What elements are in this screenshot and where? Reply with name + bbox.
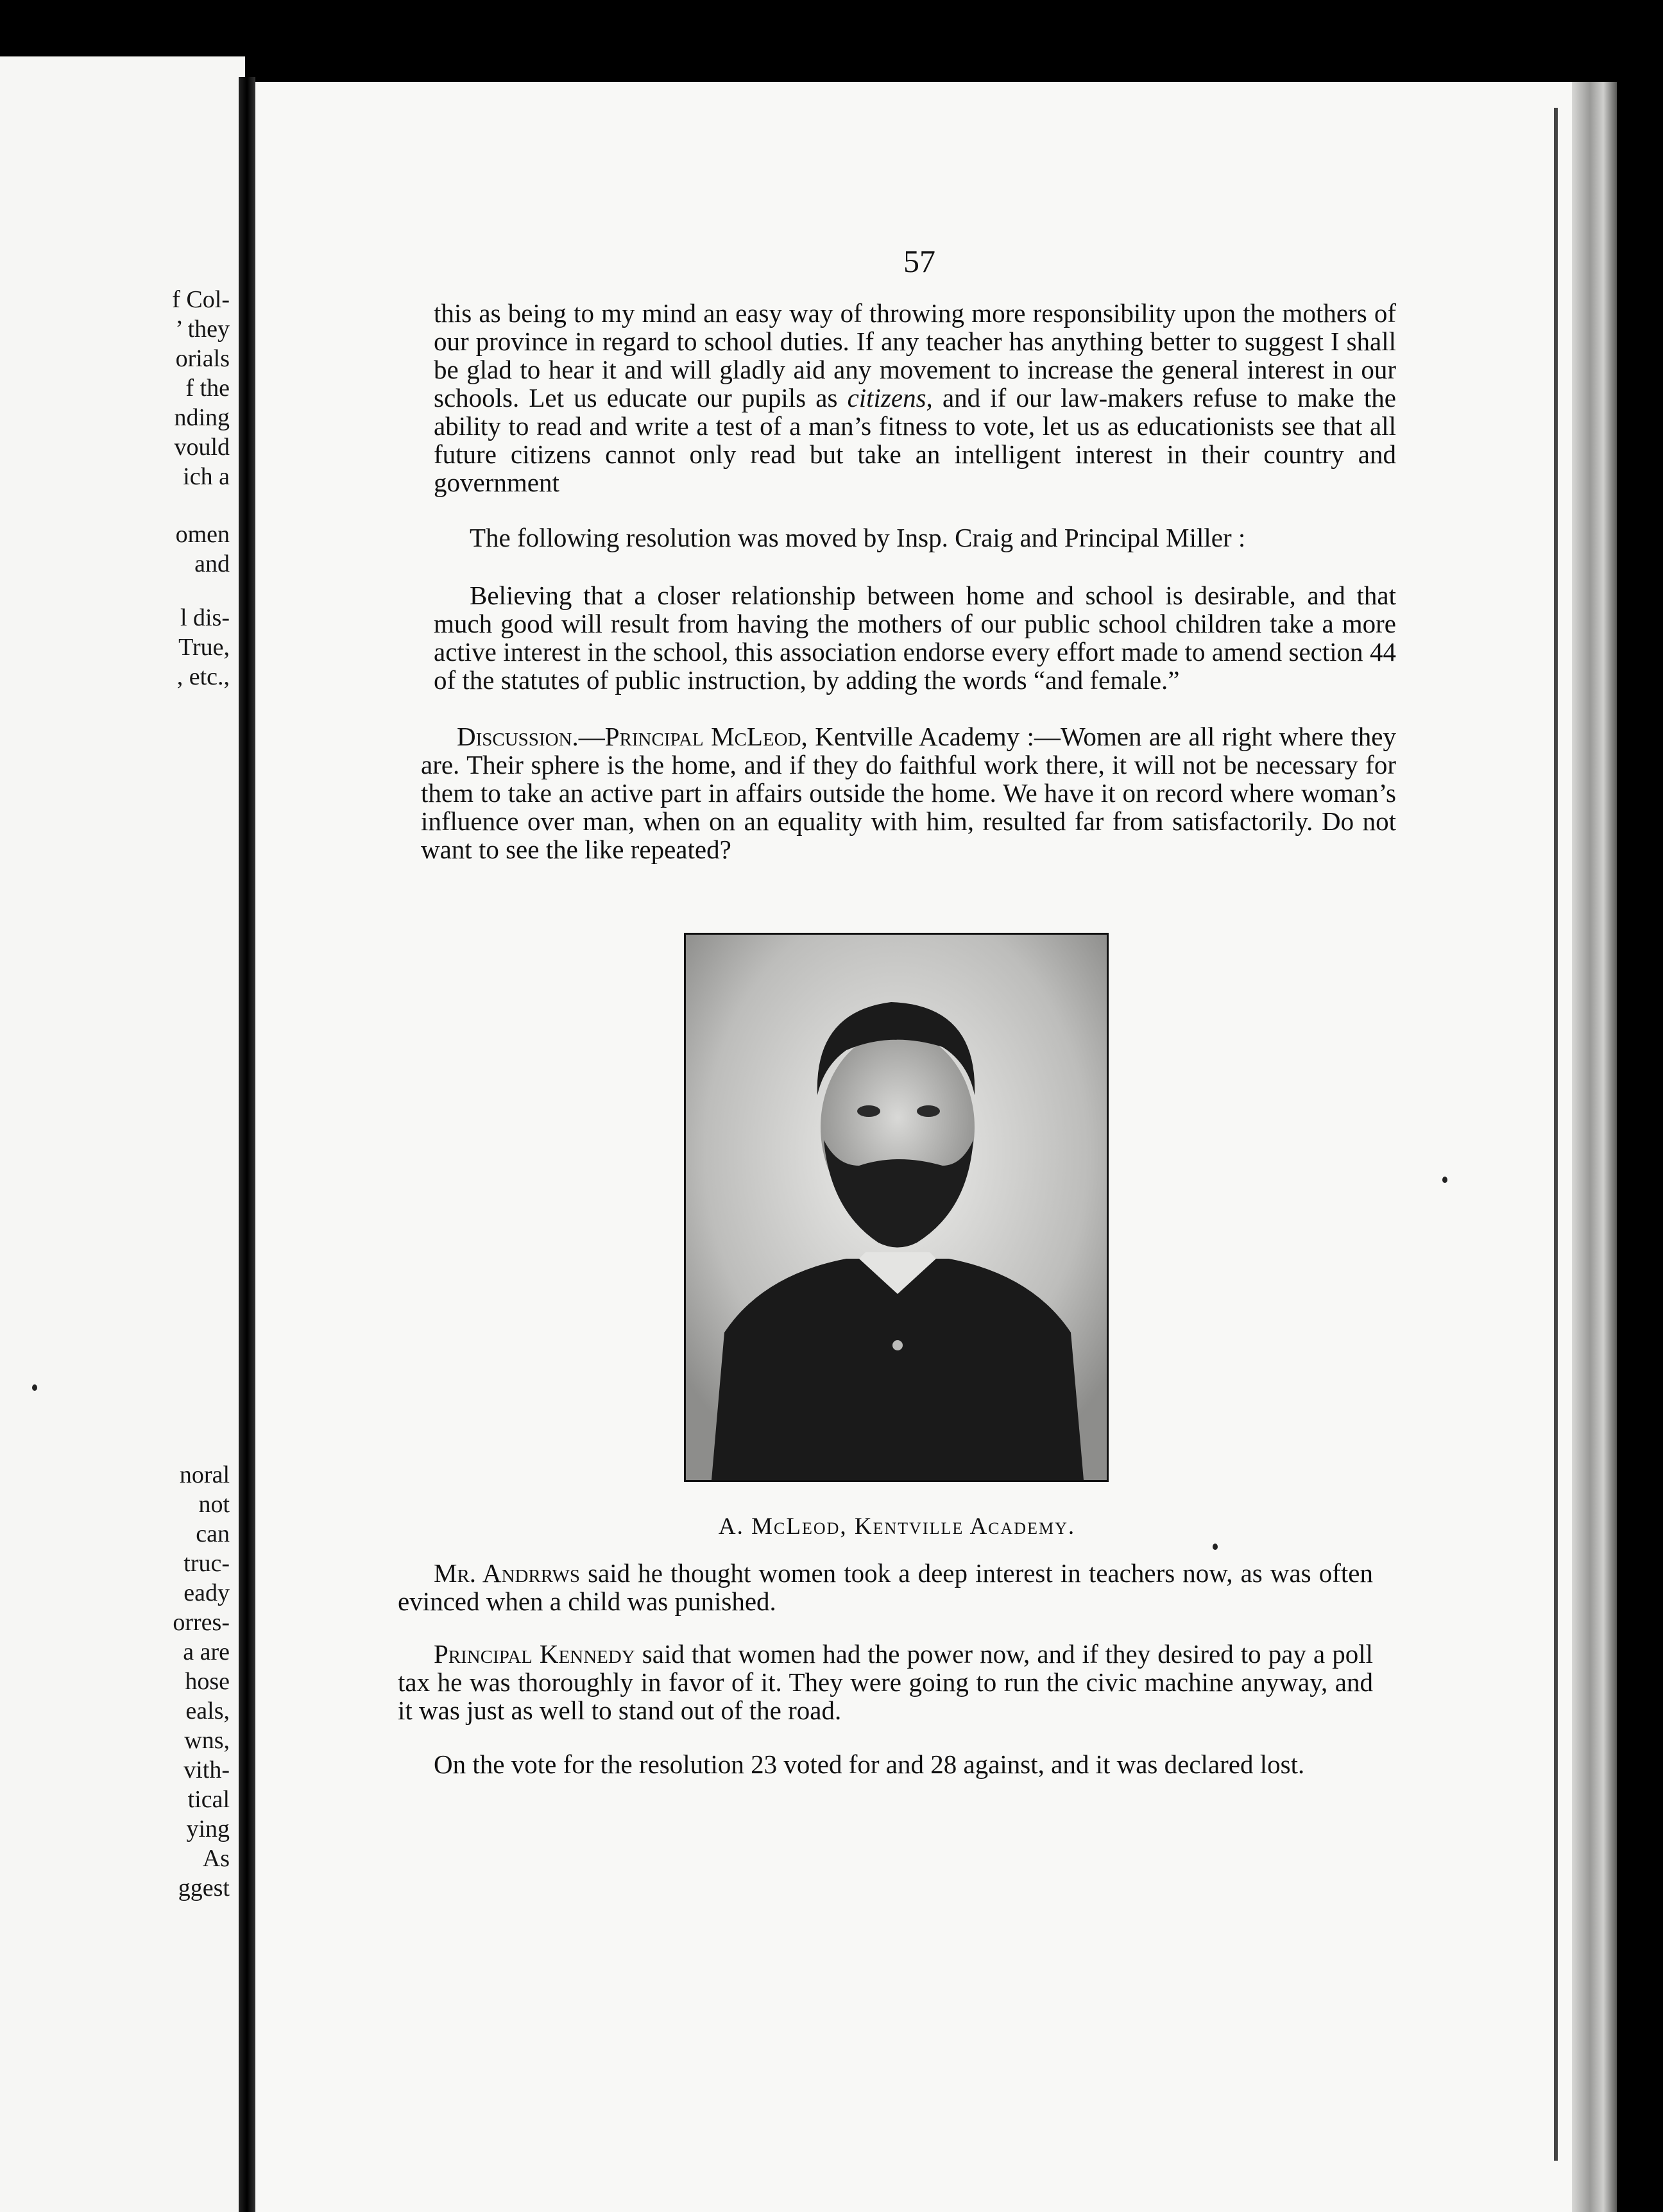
portrait-photograph — [684, 933, 1109, 1482]
left-page-text-fragment: ggest — [178, 1875, 230, 1901]
scan-speck — [1442, 1177, 1447, 1183]
andrews-paragraph — [398, 1559, 1373, 1615]
left-page-text-fragment: omen — [175, 521, 230, 548]
left-page-text-fragment: tical — [187, 1786, 230, 1813]
page-edge-shadow — [1572, 82, 1617, 2212]
left-page-text-fragment: f the — [185, 375, 230, 402]
speaker-name: Principal McLeod, — [604, 722, 808, 751]
speaker-name: Mr. Andrrws — [434, 1558, 580, 1588]
scan-speck — [1213, 1544, 1218, 1550]
portrait-caption: A. McLeod, Kentville Academy. — [718, 1513, 1076, 1540]
left-page-text-fragment: ’ they — [175, 316, 230, 343]
left-page-text-fragment: wns, — [184, 1727, 230, 1754]
body-paragraph-continued — [434, 299, 1396, 497]
book-gutter — [239, 77, 255, 2212]
left-page-text-fragment: ich a — [183, 463, 230, 490]
left-page-text-fragment: f Col- — [172, 286, 230, 313]
left-page-text-fragment: ying — [186, 1816, 230, 1842]
paragraph-text: and if our law-makers refuse to make the ability to read and write a test of a man’s fitness to vote, let us as educationists see that all future citizens cannot only read but take an intelligent interest in their country and government — [434, 383, 1396, 497]
discussion-paragraph: Discussion.—Principal McLeod, Kentville Academy :—Women are all right where they are. Their sphere is the home, and if they do faithful work there, it will not be necessary for them to take an active part in affairs outside the home. We have it on record where woman’s influence over man, when on an equality with him, resulted far from satisfactorily. Do not want to see the like repeated? — [421, 722, 1396, 864]
portrait-image — [686, 935, 1107, 1480]
paragraph-text: said that women had the power now, and if they desired to pay a poll tax he was thoroughly in favor of it. They were going to run the civic machine anyway, and it was just as well to stand out of the road. — [398, 1639, 1373, 1725]
left-page-text-fragment: True, — [178, 634, 230, 661]
speaker-name: Principal Kennedy — [434, 1639, 635, 1669]
left-page-text-fragment: l dis- — [180, 604, 230, 631]
scan-speck — [32, 1384, 37, 1391]
vote-result-paragraph: On the vote for the resolution 23 voted for and 28 against, and it was declared lost. — [434, 1749, 1305, 1779]
left-page-text-fragment: eady — [183, 1579, 230, 1606]
left-page-text-fragment: eals, — [185, 1697, 230, 1724]
paragraph-text: said he thought women took a deep interest in teachers now, as was often evinced when a child was punished. — [398, 1558, 1373, 1616]
left-page-text-fragment: orials — [175, 345, 230, 372]
kennedy-paragraph — [398, 1640, 1373, 1724]
paragraph-text: this as being to my mind an easy way of throwing more responsibility upon the mothers of our province in regard to school duties. If any teacher has anything better to suggest I shall be glad to hear it and will gladly aid any movement to increase the general interest in our schools. Let us educate our pupils as — [434, 298, 1396, 413]
right-page — [255, 82, 1617, 2212]
left-page-text-fragment: hose — [185, 1668, 230, 1695]
left-page-text-fragment: nding — [174, 404, 230, 431]
left-page-text-fragment: vith- — [183, 1757, 230, 1783]
resolution-intro-paragraph: The following resolution was moved by Insp. Craig and Principal Miller : — [470, 523, 1246, 552]
left-page-text-fragment: not — [198, 1491, 230, 1518]
left-page-text-fragment: a are — [183, 1638, 230, 1665]
emphasized-word: citizens, — [847, 383, 933, 413]
left-page-text-fragment: orres- — [173, 1609, 230, 1636]
left-facing-page — [0, 56, 245, 2212]
left-page-text-fragment: noral — [179, 1461, 230, 1488]
left-page-text-fragment: As — [202, 1845, 230, 1872]
discussion-label: Discussion. — [457, 722, 579, 751]
page-number: 57 — [903, 243, 935, 279]
left-page-text-fragment: and — [194, 550, 230, 577]
resolution-text-paragraph: Believing that a closer relationship between home and school is desirable, and that much good will result from having the mothers of our public school children take a more active interest in the school, this association endorse every effort made to amend section 44 of the statutes of public instruction, by adding the words “and female.” — [434, 581, 1396, 695]
left-page-text-fragment: , etc., — [176, 663, 230, 690]
paragraph-text: Kentville Academy :—Women are all right where they are. Their sphere is the home, and if they do faithful work there, it will not be necessary for them to take an active part in affairs outside the home. We have it on record where woman’s influence over man, when on an equality with him, resulted far from satisfactorily. Do not want to see the like repeated? — [421, 722, 1396, 864]
left-page-text-fragment: truc- — [183, 1550, 230, 1577]
left-page-text-fragment: can — [196, 1520, 230, 1547]
left-page-text-fragment: vould — [174, 434, 230, 461]
page-edge-line — [1554, 108, 1558, 2161]
